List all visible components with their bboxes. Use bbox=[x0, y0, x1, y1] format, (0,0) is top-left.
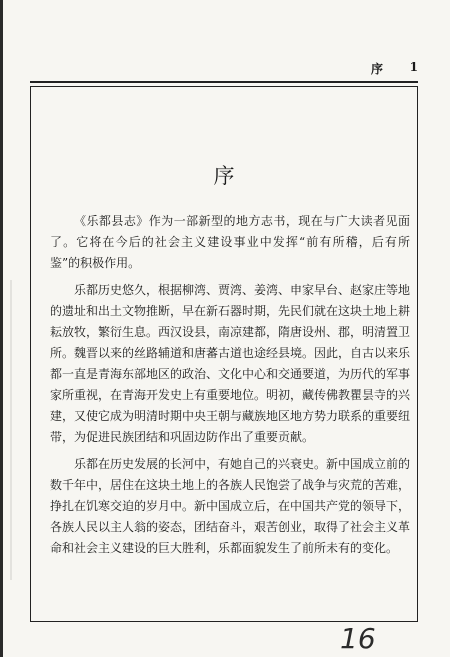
header-rule bbox=[30, 81, 418, 83]
scan-shadow bbox=[10, 280, 12, 580]
body-text bbox=[50, 211, 410, 565]
paragraph: 乐都在历史发展的长河中，有她自己的兴衰史。新中国成立前的数千年中，居住在这块土地上的各族人民饱尝了战争与灾荒的苦难，挣扎在饥寒交迫的岁月中。新中国成立后，在中国共产党的领导下，各族人民以主人翁的姿态，团结奋斗，艰苦创业，取得了社会主义革命和社会主义建设的巨大胜利，乐都面貌发生了前所未有的变化。 bbox=[50, 457, 411, 555]
running-header bbox=[30, 60, 418, 80]
scan-edge bbox=[0, 0, 3, 657]
page-title: 序 bbox=[213, 164, 237, 188]
paragraph: 《乐都县志》作为一部新型的地方志书，现在与广大读者见面了。它将在今后的社会主义建设事业中发挥“前有所稽，后有所鉴”的积极作用。 bbox=[50, 214, 410, 270]
header-page-number: 1 bbox=[409, 60, 418, 74]
header-title: 序 bbox=[370, 62, 384, 76]
handwritten-page-number: 16 bbox=[340, 622, 376, 655]
paragraph: 乐都历史悠久，根据柳湾、贾湾、姜湾、申家早台、赵家庄等地的遗址和出土文物推断，早在新石器时期，先民们就在这块土地上耕耘放牧，繁衍生息。西汉设县，南凉建都，隋唐设州、郡，明清置卫所。魏晋以来的丝路辅道和唐蕃古道也途经县境。因此，自古以来乐都一直是青海东部地区的政治、文化中心和交通要道，为历代的军事家所重视，在青海开发史上有重要地位。明初，藏传佛教瞿昙寺的兴建，又使它成为明清时期中央王朝与藏族地区地方势力联系的重要纽带，为促进民族团结和巩固边防作出了重要贡献。 bbox=[50, 283, 411, 444]
